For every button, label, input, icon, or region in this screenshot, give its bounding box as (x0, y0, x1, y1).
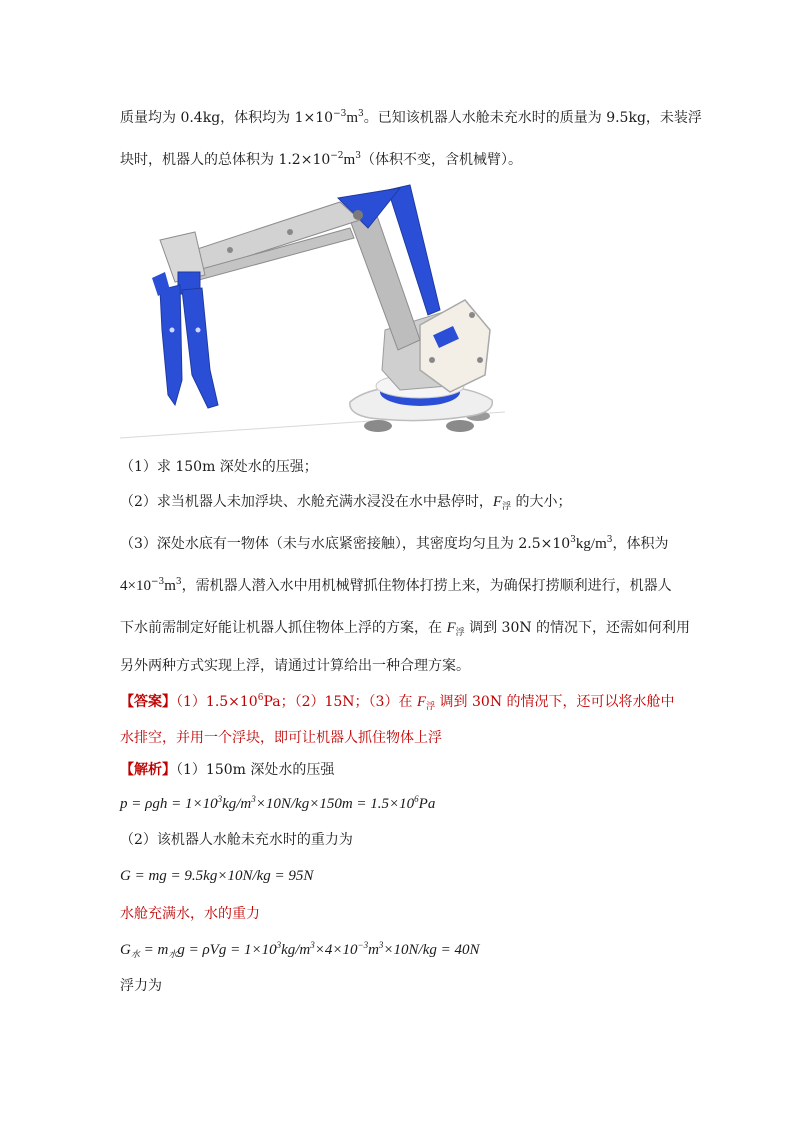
exponent: 3 (358, 109, 364, 119)
base-foot (364, 420, 392, 432)
question-text: （2）求当机器人未加浮块、水舱充满水浸没在水中悬停时， (120, 494, 493, 510)
analysis-line-2 (120, 830, 353, 850)
question-text: ，需机器人潜入水中用机械臂抓住物体打捞上来，为确保打捞顺利进行，机器人 (181, 578, 672, 594)
exponent: −2 (330, 151, 344, 161)
question-text: ，体积为 (612, 536, 669, 552)
exponent: 3 (251, 794, 256, 804)
bolt (227, 247, 233, 253)
question-text: 的大小； (511, 494, 572, 510)
answer-line-2 (120, 728, 442, 748)
bolt (477, 357, 483, 363)
question-3-line-3 (120, 618, 690, 638)
equation-text: G (120, 942, 131, 958)
bolt (170, 328, 175, 333)
equation-text: G = mg = 9.5kg×10N/kg = 95N (120, 868, 314, 884)
equation-text: Pa (418, 796, 436, 812)
exponent: −3 (150, 577, 165, 587)
intro-text: 。已知该机器人水舱未充水时的质量为 9.5kg，未装浮 (363, 110, 702, 126)
question-3-line-4 (120, 656, 470, 676)
intro-line-1 (120, 108, 702, 128)
exponent: 3 (570, 535, 576, 545)
force-symbol: F (446, 620, 456, 636)
question-3-line-1 (120, 534, 668, 554)
question-text: （1）求 150m 深处水的压强； (120, 459, 318, 475)
unit: m (164, 578, 176, 594)
unit: m (346, 110, 359, 126)
force-symbol: F (416, 694, 427, 710)
exponent: −3 (357, 940, 369, 950)
exponent: 3 (378, 940, 384, 950)
equation-text: ×4×10 (314, 942, 358, 958)
answer-text: Pa；（2）15N；（3）在 (263, 694, 417, 710)
exponent: 3 (355, 151, 361, 161)
exponent: 3 (606, 535, 613, 545)
analysis-line-1 (120, 760, 334, 780)
subscript: 浮 (502, 502, 512, 512)
value: 4×10 (120, 578, 151, 594)
subscript: 水 (130, 949, 140, 959)
equation-text: = m (139, 942, 169, 958)
subscript: 浮 (426, 702, 436, 712)
bolt (287, 229, 293, 235)
answer-line-1 (120, 692, 675, 712)
analysis-text: 水舱充满水，水的重力 (120, 906, 260, 922)
unit: kg/m (575, 536, 607, 552)
intro-text: 质量均为 0.4kg，体积均为 1×10 (120, 110, 334, 126)
gripper-right (182, 288, 218, 408)
equation-text: p = ρgh = 1×10 (120, 796, 218, 812)
unit: m (343, 152, 356, 168)
base-foot (446, 420, 474, 432)
question-text: 下水前需制定好能让机器人抓住物体上浮的方案，在 (120, 620, 447, 636)
gripper-left (160, 285, 182, 405)
question-2 (120, 492, 572, 512)
bolt (469, 312, 475, 318)
question-3-line-2 (120, 576, 672, 596)
answer-text: 水排空，并用一个浮块，即可让机器人抓住物体上浮 (120, 730, 442, 746)
analysis-text: 浮力为 (120, 978, 162, 994)
exponent: 3 (276, 940, 282, 950)
exponent: 3 (175, 577, 182, 587)
answer-text: 调到 30N 的情况下，还可以将水舱中 (435, 694, 675, 710)
pivot (353, 210, 363, 220)
equation-text: kg/m (222, 796, 252, 812)
equation-text: ×10N/kg = 40N (383, 942, 480, 958)
equation-pressure (120, 794, 435, 814)
equation-text: m (368, 942, 379, 958)
answer-text: （1）1.5×10 (176, 694, 258, 710)
exponent: −3 (333, 109, 347, 119)
analysis-line-4 (120, 976, 162, 996)
intro-line-2 (120, 150, 522, 170)
equation-text: ×10N/kg×150m = 1.5×10 (255, 796, 415, 812)
analysis-text: （1）150m 深处水的压强 (176, 762, 335, 778)
question-text: 调到 30N 的情况下，还需如何利用 (464, 620, 691, 636)
subscript: 浮 (455, 628, 465, 638)
exponent: 3 (310, 940, 315, 950)
intro-text: （体积不变，含机械臂）。 (360, 152, 522, 168)
subscript: 水 (168, 949, 178, 959)
force-symbol: F (492, 494, 503, 510)
question-1 (120, 457, 318, 477)
analysis-text: （2）该机器人水舱未充水时的重力为 (120, 832, 353, 848)
equation-gravity (120, 866, 313, 886)
equation-text: g = ρVg = 1×10 (177, 942, 277, 958)
equation-text: kg/m (281, 942, 311, 958)
answer-tag: 【答案】 (120, 694, 176, 710)
robot-arm-image (120, 180, 505, 445)
exponent: 3 (217, 794, 223, 804)
bolt (429, 357, 435, 363)
equation-water-weight (120, 940, 480, 960)
analysis-tag: 【解析】 (120, 762, 176, 778)
intro-text: 块时，机器人的总体积为 1.2×10 (120, 152, 331, 168)
question-text: （3）深处水底有一物体（未与水底紧密接触），其密度均匀且为 2.5×10 (120, 536, 571, 552)
bolt (196, 328, 201, 333)
exponent: 6 (414, 794, 419, 804)
question-text: 另外两种方式实现上浮，请通过计算给出一种合理方案。 (120, 658, 470, 674)
analysis-line-3 (120, 904, 260, 924)
exponent: 6 (257, 693, 264, 703)
